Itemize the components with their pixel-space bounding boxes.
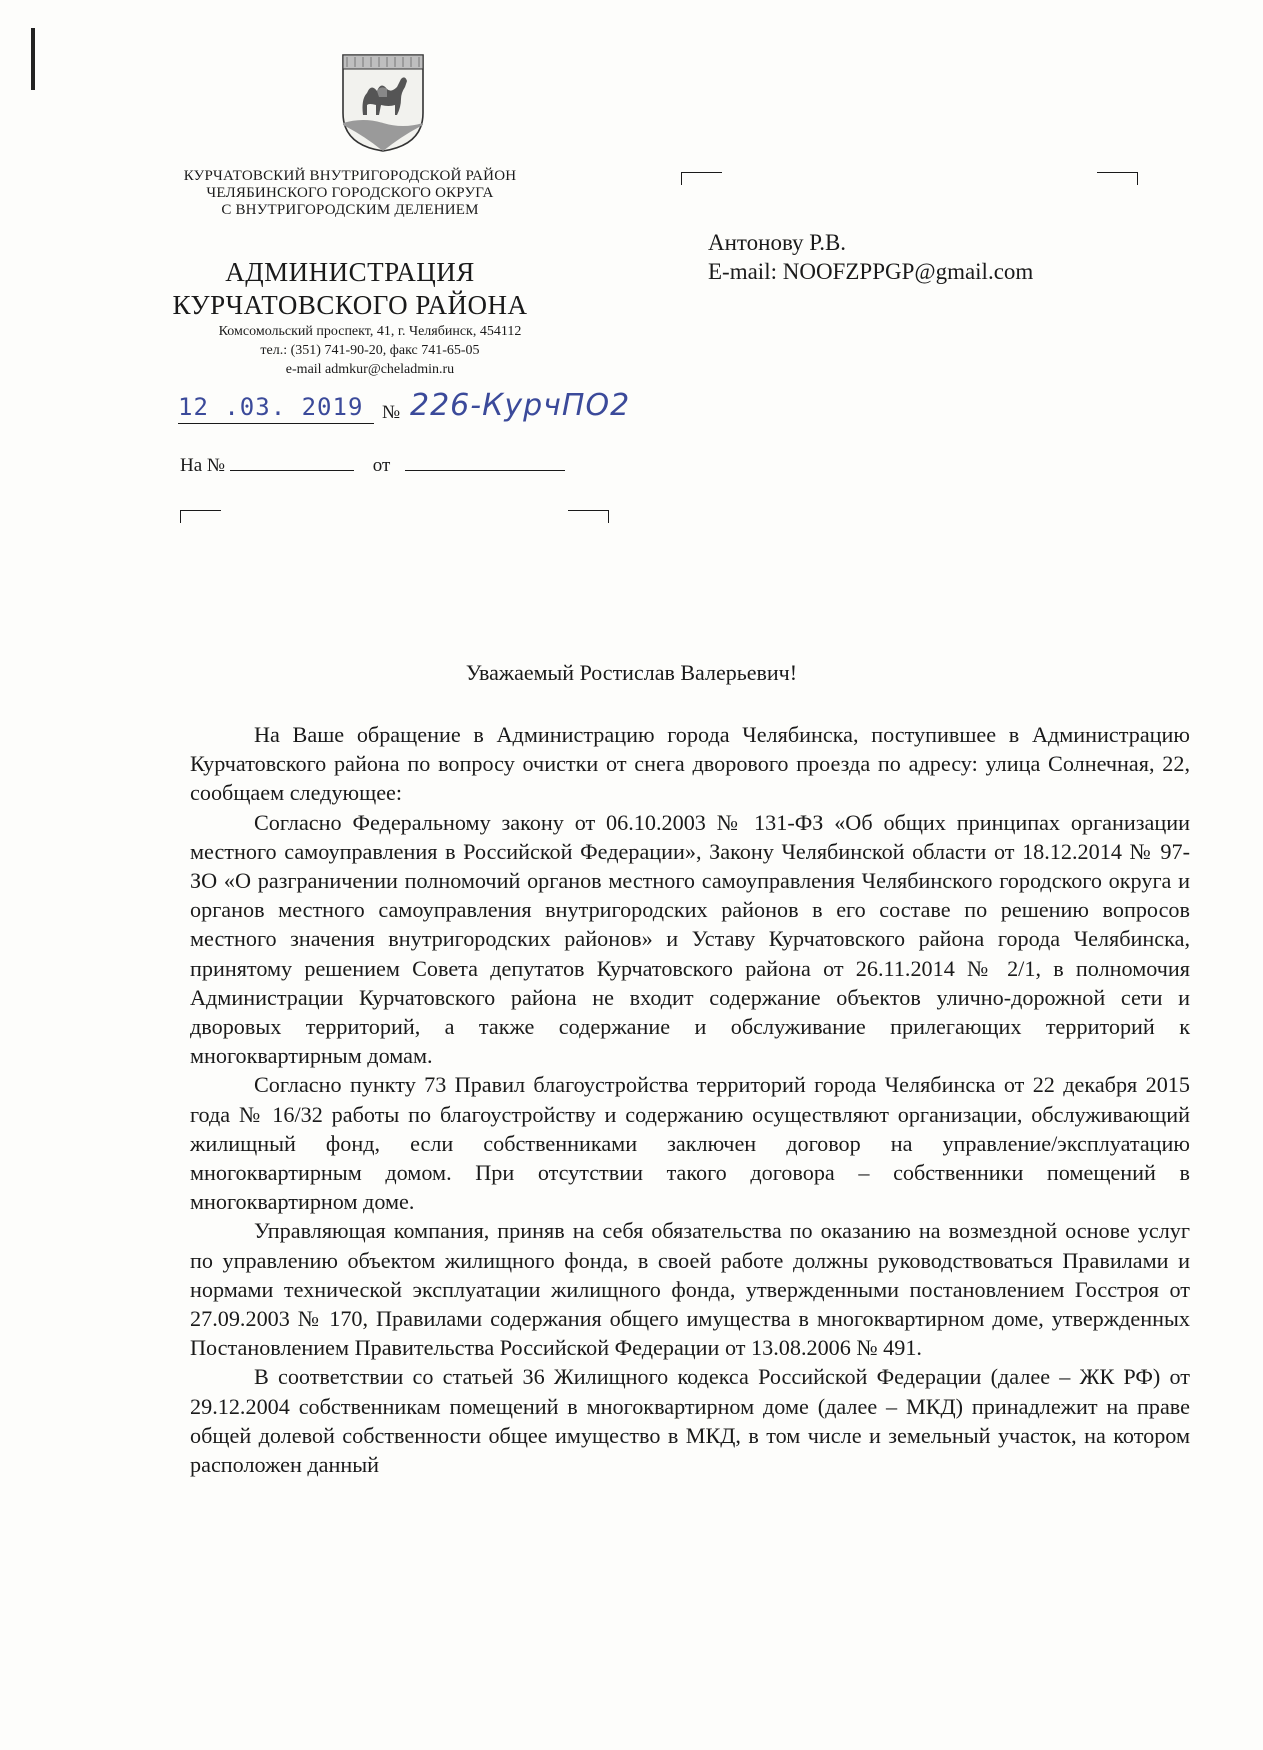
reply-label: На № — [180, 455, 226, 476]
registration-number: 226-КурчПО2 — [410, 388, 631, 423]
reply-reference — [180, 452, 565, 477]
title-line: КУРЧАТОВСКОГО РАЙОНА — [172, 290, 528, 320]
number-sign: № — [382, 402, 401, 423]
coat-of-arms-icon — [341, 53, 425, 153]
org-line: ЧЕЛЯБИНСКОГО ГОРОДСКОГО ОКРУГА — [206, 185, 494, 201]
org-line: С ВНУТРИГОРОДСКИМ ДЕЛЕНИЕМ — [221, 202, 479, 218]
phone-fax: тел.: (351) 741-90-20, факс 741-65-05 — [260, 343, 480, 358]
date-stamp: 12 .03. 2019 — [178, 393, 374, 424]
contact-block — [140, 322, 600, 379]
reply-number-blank — [230, 452, 354, 471]
corner-mark — [1097, 172, 1138, 185]
paragraph: Согласно пункту 73 Правил благоустройства территорий города Челябинска от 22 декабря 2015 года № 16/32 работы по благоустройству и содержанию осуществляют организации, обслуживающий жилищный фонд, если собственниками заключен договор на управление/эксплуатацию многоквартирным домом. При отсутствии такого договора – собственники помещений в многоквартирном доме. — [190, 1072, 1190, 1215]
organization-name — [140, 168, 560, 219]
paragraph: Согласно Федеральному закону от 06.10.2003 № 131-ФЗ «Об общих принципах организации местного самоуправления в Российской Федерации», Закону Челябинской области от 18.12.2014 № 97-ЗО «О разграничении полномочий органов местного самоуправления Челябинского городского округа и органов местного самоуправления внутригородских районов в его составе по решению вопросов местного значения внутригородских районов» и Уставу Курчатовского района города Челябинска, принятому решением Совета депутатов Курчатовского района от 26.11.2014 № 2/1, в полномочия Администрации Курчатовского района не входит содержание объектов улично-дорожной сети и дворовых территорий, а также содержание и обслуживание прилегающих территорий к многоквартирным домам. — [190, 809, 1190, 1069]
paragraph: Управляющая компания, приняв на себя обязательства по оказанию на возмездной основе услуг по управлению объектом жилищного фонда, в своей работе должны руководствоваться Правилами и нормами технической эксплуатации жилищного фонда, утвержденными постановлением Госстроя от 27.09.2003 № 170, Правилами содержания общего имущества в многоквартирном доме, утвержденных Постановлением Правительства Российской Федерации от 13.08.2006 № 491. — [190, 1218, 1190, 1361]
paragraph: В соответствии со статьей 36 Жилищного кодекса Российской Федерации (далее – ЖК РФ) от 29.12.2004 собственникам помещений в многоквартирном доме (далее – МКД) принадлежит на праве общей долевой собственности общее имущество в МКД, в том числе и земельный участок, на котором расположен данный — [190, 1364, 1190, 1478]
recipient-email: E-mail: NOOFZPPGP@gmail.com — [708, 259, 1034, 284]
from-label: от — [372, 455, 391, 476]
administration-title — [130, 256, 570, 322]
corner-mark — [681, 172, 722, 185]
reply-date-blank — [405, 452, 565, 471]
contact-email: e-mail admkur@cheladmin.ru — [285, 362, 455, 377]
recipient-block — [708, 228, 1033, 286]
postal-address: Комсомольский проспект, 41, г. Челябинск, 454112 — [218, 324, 522, 339]
org-line: КУРЧАТОВСКИЙ ВНУТРИГОРОДСКОЙ РАЙОН — [183, 168, 517, 184]
letter-body — [190, 720, 1190, 1479]
scan-margin-mark — [31, 28, 35, 90]
recipient-name: Антонову Р.В. — [708, 230, 847, 255]
title-line: АДМИНИСТРАЦИЯ — [225, 257, 475, 287]
salutation: Уважаемый Ростислав Валерьевич! — [465, 660, 798, 685]
corner-mark — [568, 510, 609, 523]
corner-mark — [180, 510, 221, 523]
paragraph: На Ваше обращение в Администрацию города Челябинска, поступившее в Администрацию Курчатовского района по вопросу очистки от снега дворового проезда по адресу: улица Солнечная, 22, сообщаем следующее: — [190, 722, 1190, 806]
